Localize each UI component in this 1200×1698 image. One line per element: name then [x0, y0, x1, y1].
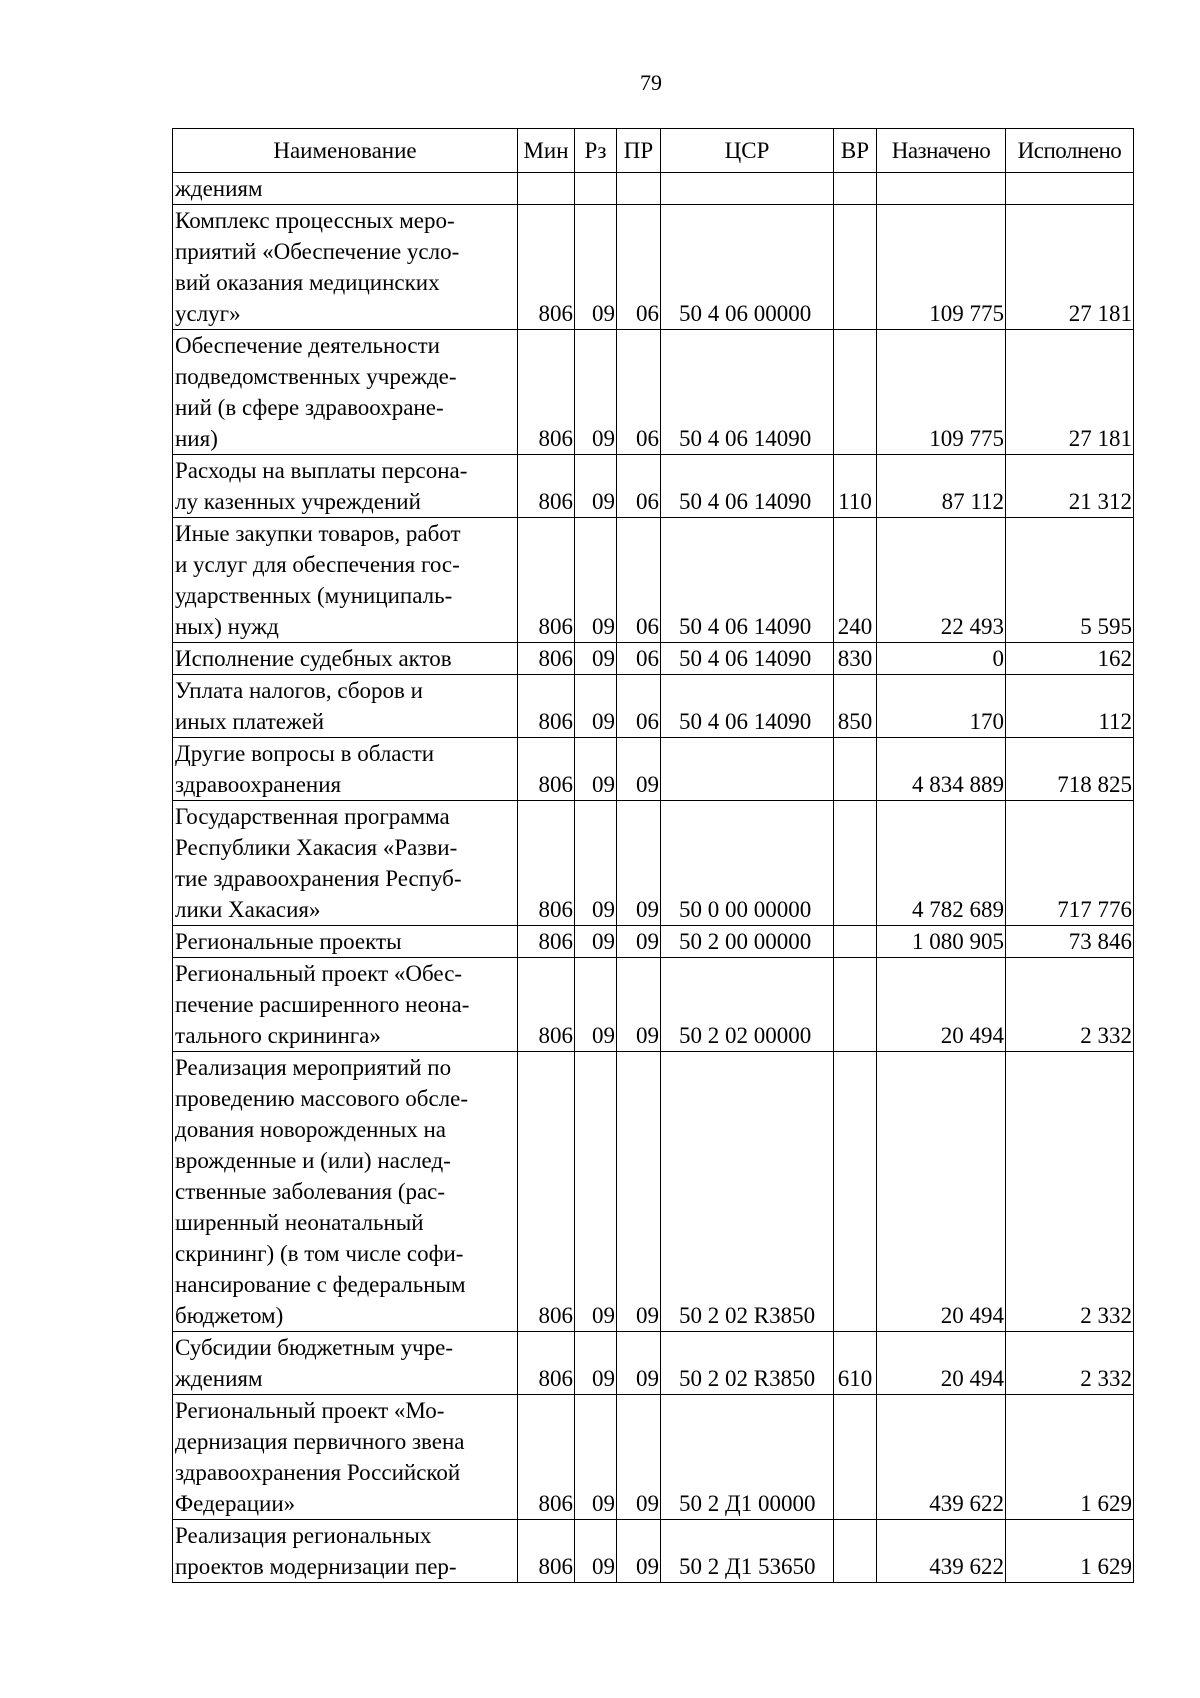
cell-name-line: бюджетом)	[175, 1303, 284, 1328]
table-row	[173, 1052, 1134, 1332]
cell-vr	[834, 1520, 877, 1583]
cell-assigned: 22 493	[877, 518, 1006, 643]
cell-rz: 09	[575, 1052, 617, 1332]
cell-name-line: здравоохранения Российской	[175, 1460, 461, 1485]
cell-name-line: Федерации»	[175, 1491, 296, 1516]
cell-name	[173, 1332, 518, 1395]
cell-rz: 09	[575, 1332, 617, 1395]
cell-vr	[834, 738, 877, 801]
cell-executed: 73 846	[1006, 926, 1134, 958]
cell-rz: 09	[575, 455, 617, 518]
header-vr: ВР	[834, 129, 877, 173]
cell-name	[173, 518, 518, 643]
table-row	[173, 958, 1134, 1052]
cell-name	[173, 675, 518, 738]
cell-vr: 850	[834, 675, 877, 738]
cell-rz: 09	[575, 675, 617, 738]
cell-executed: 5 595	[1006, 518, 1134, 643]
cell-executed: 718 825	[1006, 738, 1134, 801]
cell-pr: 06	[617, 330, 661, 455]
header-csr: ЦСР	[661, 129, 834, 173]
cell-csr: 50 4 06 14090	[661, 455, 834, 518]
header-assigned: Назначено	[877, 129, 1006, 173]
header-rz: Рз	[575, 129, 617, 173]
table-row	[173, 643, 1134, 675]
cell-min: 806	[518, 1332, 575, 1395]
cell-rz: 09	[575, 958, 617, 1052]
cell-pr: 06	[617, 675, 661, 738]
table-row	[173, 518, 1134, 643]
cell-name	[173, 1520, 518, 1583]
cell-name	[173, 958, 518, 1052]
header-row	[173, 129, 1134, 173]
cell-rz: 09	[575, 926, 617, 958]
cell-min: 806	[518, 926, 575, 958]
cell-name-line: ний (в сфере здравоохране-	[175, 395, 444, 420]
cell-name-line: иных платежей	[175, 709, 325, 734]
cell-name-line: Государственная программа	[175, 804, 450, 829]
cell-executed: 2 332	[1006, 958, 1134, 1052]
cell-executed: 717 776	[1006, 801, 1134, 926]
cell-pr: 09	[617, 958, 661, 1052]
cell-vr	[834, 1052, 877, 1332]
cell-vr	[834, 173, 877, 205]
cell-pr: 09	[617, 738, 661, 801]
table-row	[173, 1520, 1134, 1583]
header-name: Наименование	[173, 129, 518, 173]
cell-rz	[575, 173, 617, 205]
cell-pr: 06	[617, 643, 661, 675]
table-row	[173, 1395, 1134, 1520]
cell-assigned: 4 782 689	[877, 801, 1006, 926]
cell-min: 806	[518, 958, 575, 1052]
cell-vr	[834, 801, 877, 926]
cell-min: 806	[518, 1520, 575, 1583]
header-pr: ПР	[617, 129, 661, 173]
cell-name-line: Реализация региональных	[175, 1523, 432, 1548]
cell-name-line: дования новорожденных на	[175, 1117, 446, 1142]
cell-name-line: подведомственных учрежде-	[175, 364, 457, 389]
cell-executed: 2 332	[1006, 1332, 1134, 1395]
cell-name-line: Расходы на выплаты персона-	[175, 458, 468, 483]
cell-name	[173, 1052, 518, 1332]
cell-assigned: 109 775	[877, 330, 1006, 455]
cell-name-line: услуг»	[175, 301, 241, 326]
table-row	[173, 330, 1134, 455]
cell-name-line: проектов модернизации пер-	[175, 1554, 457, 1579]
cell-min: 806	[518, 801, 575, 926]
cell-assigned: 0	[877, 643, 1006, 675]
cell-pr: 09	[617, 1395, 661, 1520]
cell-rz: 09	[575, 330, 617, 455]
cell-csr: 50 2 02 R3850	[661, 1332, 834, 1395]
cell-executed: 1 629	[1006, 1520, 1134, 1583]
cell-name-line: ждениям	[175, 1366, 263, 1391]
cell-pr: 06	[617, 455, 661, 518]
table-row	[173, 738, 1134, 801]
cell-name-line: Другие вопросы в области	[175, 741, 435, 766]
cell-assigned	[877, 173, 1006, 205]
cell-pr: 09	[617, 1520, 661, 1583]
cell-min: 806	[518, 1052, 575, 1332]
cell-assigned: 170	[877, 675, 1006, 738]
cell-rz: 09	[575, 801, 617, 926]
cell-name-line: Республики Хакасия «Разви-	[175, 835, 458, 860]
cell-name-line: дернизация первичного звена	[175, 1429, 465, 1454]
cell-min: 806	[518, 518, 575, 643]
cell-vr	[834, 958, 877, 1052]
table-row	[173, 675, 1134, 738]
cell-name-line: Субсидии бюджетным учре-	[175, 1335, 454, 1360]
cell-csr: 50 4 06 14090	[661, 518, 834, 643]
cell-pr: 09	[617, 1332, 661, 1395]
cell-rz: 09	[575, 1395, 617, 1520]
cell-executed: 27 181	[1006, 330, 1134, 455]
cell-name-line: тие здравоохранения Респуб-	[175, 866, 462, 891]
cell-name-line: Обеспечение деятельности	[175, 333, 440, 358]
cell-csr: 50 4 06 14090	[661, 643, 834, 675]
cell-min: 806	[518, 455, 575, 518]
cell-executed: 21 312	[1006, 455, 1134, 518]
cell-executed: 1 629	[1006, 1395, 1134, 1520]
cell-name-line: тального скрининга»	[175, 1023, 381, 1048]
cell-name-line: ударственных (муниципаль-	[175, 583, 453, 608]
cell-pr: 09	[617, 926, 661, 958]
cell-rz: 09	[575, 643, 617, 675]
cell-name-line: лу казенных учреждений	[175, 489, 421, 514]
cell-assigned: 20 494	[877, 958, 1006, 1052]
cell-csr	[661, 738, 834, 801]
cell-csr: 50 2 00 00000	[661, 926, 834, 958]
cell-assigned: 1 080 905	[877, 926, 1006, 958]
cell-name-line: и услуг для обеспечения гос-	[175, 552, 460, 577]
cell-name-line: Комплекс процессных меро-	[175, 208, 455, 233]
table-row	[173, 205, 1134, 330]
cell-csr: 50 0 00 00000	[661, 801, 834, 926]
cell-name	[173, 738, 518, 801]
cell-name-line: Региональный проект «Мо-	[175, 1398, 445, 1423]
header-executed: Исполнено	[1006, 129, 1134, 173]
cell-pr	[617, 173, 661, 205]
cell-name-line: Региональный проект «Обес-	[175, 961, 463, 986]
table-row	[173, 926, 1134, 958]
cell-vr: 240	[834, 518, 877, 643]
cell-min	[518, 173, 575, 205]
cell-name-line: проведению массового обсле-	[175, 1086, 468, 1111]
cell-assigned: 87 112	[877, 455, 1006, 518]
cell-assigned: 20 494	[877, 1332, 1006, 1395]
cell-min: 806	[518, 330, 575, 455]
cell-name-line: ственные заболевания (рас-	[175, 1179, 446, 1204]
cell-pr: 06	[617, 518, 661, 643]
cell-name-line: Уплата налогов, сборов и	[175, 678, 423, 703]
table-header	[173, 129, 1134, 173]
cell-name-line: печение расширенного неона-	[175, 992, 470, 1017]
cell-vr	[834, 205, 877, 330]
cell-name-line: врожденные и (или) наслед-	[175, 1148, 451, 1173]
cell-csr: 50 4 06 14090	[661, 675, 834, 738]
table-row	[173, 1332, 1134, 1395]
cell-name-line: нансирование с федеральным	[175, 1272, 466, 1297]
cell-csr: 50 2 02 R3850	[661, 1052, 834, 1332]
cell-assigned: 439 622	[877, 1520, 1006, 1583]
cell-pr: 06	[617, 205, 661, 330]
cell-assigned: 109 775	[877, 205, 1006, 330]
cell-name	[173, 330, 518, 455]
cell-vr	[834, 1395, 877, 1520]
cell-rz: 09	[575, 518, 617, 643]
cell-vr: 610	[834, 1332, 877, 1395]
cell-name	[173, 455, 518, 518]
cell-vr	[834, 330, 877, 455]
cell-executed	[1006, 173, 1134, 205]
cell-name	[173, 926, 518, 958]
table-row	[173, 801, 1134, 926]
table-row	[173, 455, 1134, 518]
cell-name	[173, 801, 518, 926]
cell-name-line: Исполнение судебных актов	[175, 646, 452, 671]
cell-csr: 50 2 02 00000	[661, 958, 834, 1052]
cell-name-line: ширенный неонатальный	[175, 1210, 424, 1235]
cell-executed: 162	[1006, 643, 1134, 675]
cell-assigned: 439 622	[877, 1395, 1006, 1520]
cell-assigned: 4 834 889	[877, 738, 1006, 801]
cell-name-line: Иные закупки товаров, работ	[175, 521, 461, 546]
cell-executed: 2 332	[1006, 1052, 1134, 1332]
cell-pr: 09	[617, 1052, 661, 1332]
cell-name-line: здравоохранения	[175, 772, 342, 797]
cell-min: 806	[518, 738, 575, 801]
cell-min: 806	[518, 205, 575, 330]
cell-vr: 110	[834, 455, 877, 518]
cell-rz: 09	[575, 1520, 617, 1583]
cell-name-line: ния)	[175, 426, 218, 451]
cell-min: 806	[518, 1395, 575, 1520]
page-number: 79	[640, 70, 662, 95]
cell-csr: 50 2 Д1 00000	[661, 1395, 834, 1520]
table-row	[173, 173, 1134, 205]
cell-name-line: Реализация мероприятий по	[175, 1055, 452, 1080]
cell-name-line: Региональные проекты	[175, 929, 402, 954]
cell-name: ждениям	[173, 173, 518, 205]
cell-name	[173, 1395, 518, 1520]
cell-pr: 09	[617, 801, 661, 926]
cell-rz: 09	[575, 205, 617, 330]
header-min: Мин	[518, 129, 575, 173]
cell-csr: 50 4 06 14090	[661, 330, 834, 455]
cell-vr: 830	[834, 643, 877, 675]
cell-name-line: скрининг) (в том числе софи-	[175, 1241, 464, 1266]
cell-csr: 50 2 Д1 53650	[661, 1520, 834, 1583]
cell-name-line: вий оказания медицинских	[175, 270, 440, 295]
cell-executed: 27 181	[1006, 205, 1134, 330]
cell-min: 806	[518, 675, 575, 738]
cell-csr: 50 4 06 00000	[661, 205, 834, 330]
cell-name	[173, 205, 518, 330]
cell-csr	[661, 173, 834, 205]
cell-assigned: 20 494	[877, 1052, 1006, 1332]
cell-executed: 112	[1006, 675, 1134, 738]
cell-name	[173, 643, 518, 675]
cell-name-line: приятий «Обеспечение усло-	[175, 239, 460, 264]
cell-min: 806	[518, 643, 575, 675]
cell-rz: 09	[575, 738, 617, 801]
table-body	[173, 173, 1134, 1583]
cell-name-line: лики Хакасия»	[175, 897, 321, 922]
cell-name-line: ных) нужд	[175, 614, 279, 639]
budget-table	[172, 128, 1134, 1583]
cell-vr	[834, 926, 877, 958]
